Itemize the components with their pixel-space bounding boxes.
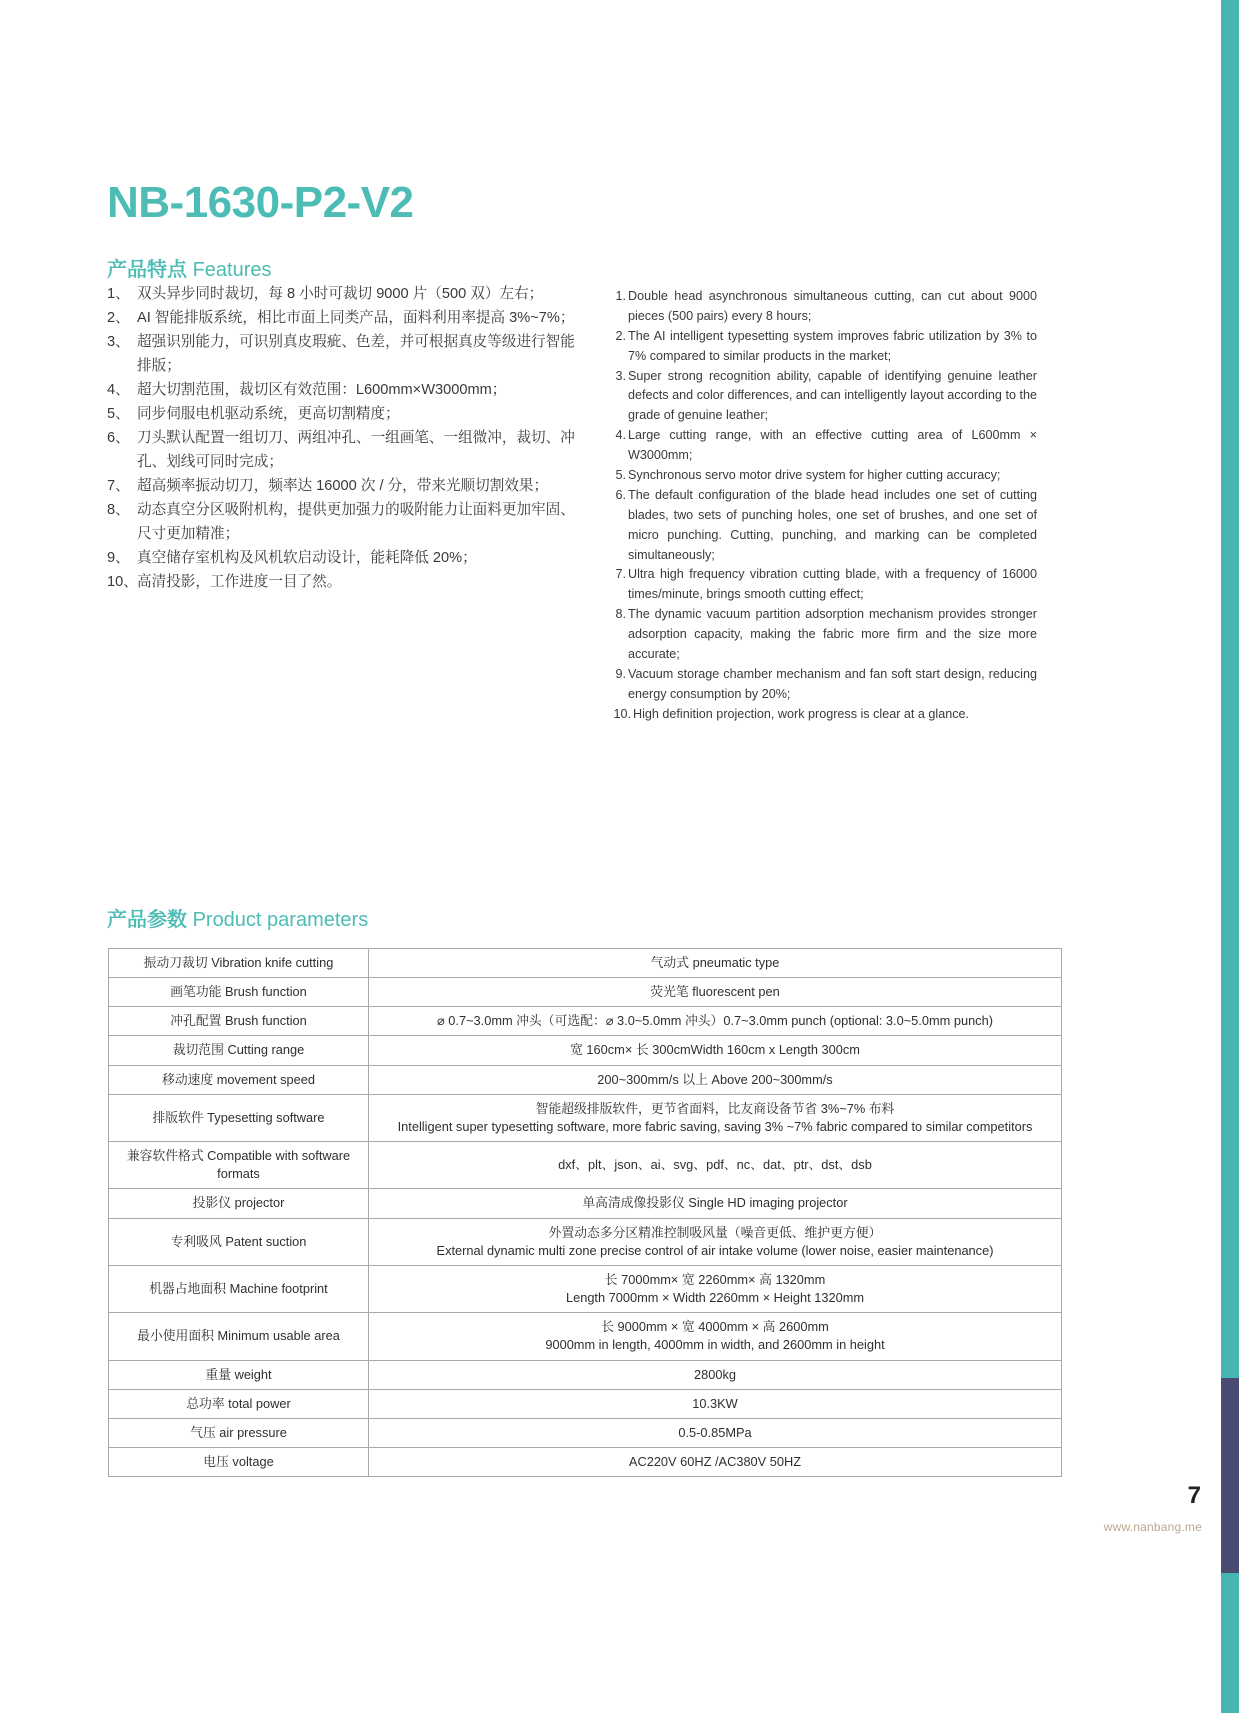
parameters-heading-en: Product parameters — [192, 909, 369, 931]
parameter-label-cell: 排版软件 Typesetting software — [109, 1094, 369, 1141]
feature-item-en-text: Vacuum storage chamber mechanism and fan soft start design, reducing energy consumption by 20%; — [628, 666, 1037, 701]
feature-item-cn-text: 刀头默认配置一组切刀、两组冲孔、一组画笔、一组微冲，裁切、冲孔、划线可同时完成； — [137, 430, 575, 470]
parameter-value-line: 9000mm in length, 4000mm in width, and 2600mm in height — [545, 1337, 885, 1353]
feature-item-en-text: The dynamic vacuum partition adsorption mechanism provides stronger adsorption capacity, making the fabric more firm and the size more accurate; — [628, 607, 1037, 662]
parameter-value-line: 单高清成像投影仪 Single HD imaging projector — [582, 1195, 848, 1211]
parameter-label-cell: 专利吸风 Patent suction — [109, 1218, 369, 1265]
feature-item-en-text: Super strong recognition ability, capable of identifying genuine leather defects and color differences, and can intelligently layout according to the grade of genuine leather; — [628, 368, 1037, 423]
feature-item-cn-marker: 8、 — [107, 502, 130, 519]
feature-item-cn — [107, 475, 577, 499]
table-row — [109, 1094, 1062, 1141]
features-section-heading — [107, 258, 272, 282]
feature-item-en-text: Ultra high frequency vibration cutting blade, with a frequency of 16000 times/minute, brings smooth cutting effect; — [628, 567, 1037, 602]
table-row — [109, 1189, 1062, 1218]
parameter-value-cell — [369, 1447, 1062, 1476]
feature-item-en-text: The AI intelligent typesetting system improves fabric utilization by 3% to 7% compared to similar products in the market; — [628, 328, 1037, 363]
table-row — [109, 1313, 1062, 1360]
decorative-edge-bar-teal-bottom — [1221, 1573, 1239, 1713]
feature-item-cn-text: 高清投影，工作进度一目了然。 — [137, 574, 342, 591]
feature-item-cn — [107, 571, 577, 595]
parameter-label-cell: 移动速度 movement speed — [109, 1065, 369, 1094]
parameter-label-cell: 兼容软件格式 Compatible with software formats — [109, 1142, 369, 1189]
feature-item-en-text: High definition projection, work progress is clear at a glance. — [633, 706, 970, 721]
feature-item-en — [607, 605, 1037, 665]
parameter-label-cell: 振动刀裁切 Vibration knife cutting — [109, 949, 369, 978]
table-row — [109, 949, 1062, 978]
table-row — [109, 1036, 1062, 1065]
feature-item-en — [607, 426, 1037, 466]
feature-item-en — [607, 367, 1037, 427]
parameter-value-line: 0.5-0.85MPa — [678, 1424, 752, 1440]
features-chinese-column — [107, 283, 577, 725]
parameter-label-cell: 电压 voltage — [109, 1447, 369, 1476]
feature-item-cn — [107, 379, 577, 403]
feature-item-en — [607, 705, 1037, 725]
parameter-value-line: ⌀ 0.7~3.0mm 冲头（可选配：⌀ 3.0~5.0mm 冲头）0.7~3.0mm punch (optional: 3.0~5.0mm punch) — [437, 1013, 993, 1029]
parameter-value-cell — [369, 1418, 1062, 1447]
decorative-edge-bar-teal — [1221, 0, 1239, 1378]
parameter-label-cell: 画笔功能 Brush function — [109, 978, 369, 1007]
parameter-value-line: 10.3KW — [692, 1395, 738, 1411]
parameter-value-line: 气动式 pneumatic type — [650, 955, 780, 970]
features-heading-en: Features — [192, 259, 272, 281]
feature-item-en-text: Large cutting range, with an effective cutting area of L600mm × W3000mm; — [628, 428, 1037, 463]
feature-item-en — [607, 327, 1037, 367]
parameter-value-line: 长 7000mm× 宽 2260mm× 高 1320mm — [604, 1271, 826, 1287]
feature-item-cn-marker: 4、 — [107, 382, 130, 399]
table-row — [109, 1218, 1062, 1265]
feature-item-en — [607, 665, 1037, 705]
table-row — [109, 1389, 1062, 1418]
features-english-list — [607, 287, 1037, 725]
table-row — [109, 1265, 1062, 1312]
feature-item-cn-marker: 1、 — [107, 286, 130, 302]
feature-item-cn — [107, 403, 577, 427]
page-number: 7 — [1187, 1482, 1201, 1509]
parameters-section-heading — [107, 908, 368, 932]
parameter-value-cell — [369, 1389, 1062, 1418]
feature-item-cn — [107, 307, 577, 331]
feature-item-cn-marker: 9、 — [107, 550, 130, 567]
parameter-value-line: dxf、plt、json、ai、svg、pdf、nc、dat、ptr、dst、dsb — [558, 1157, 872, 1173]
parameter-label-cell: 裁切范围 Cutting range — [109, 1036, 369, 1065]
parameter-value-line: Length 7000mm × Width 2260mm × Height 1320mm — [565, 1290, 865, 1306]
feature-item-en — [607, 486, 1037, 566]
parameter-value-line: 外置动态多分区精准控制吸风量（噪音更低、维护更方便） — [548, 1224, 882, 1240]
feature-item-en-marker: 1. — [615, 289, 626, 303]
product-parameters-table — [108, 948, 1062, 1477]
parameter-label-cell: 气压 air pressure — [109, 1418, 369, 1447]
table-row — [109, 1142, 1062, 1189]
feature-item-cn — [107, 499, 577, 546]
parameter-label-cell: 重量 weight — [109, 1360, 369, 1389]
parameters-heading-cn: 产品参数 — [107, 909, 187, 931]
feature-item-cn-text: 超强识别能力，可识别真皮瑕疵、色差，并可根据真皮等级进行智能排版； — [137, 334, 575, 374]
parameter-value-line: 长 9000mm × 宽 4000mm × 高 2600mm — [601, 1319, 829, 1335]
feature-item-cn-marker: 3、 — [107, 334, 130, 351]
feature-item-cn — [107, 547, 577, 571]
parameter-value-line: 2800kg — [694, 1366, 736, 1382]
feature-item-cn — [107, 427, 577, 474]
features-heading-cn: 产品特点 — [107, 259, 187, 281]
parameter-value-line: Intelligent super typesetting software, more fabric saving, saving 3% ~7% fabric compared to similar competitors — [397, 1118, 1033, 1134]
table-row — [109, 978, 1062, 1007]
parameter-value-cell — [369, 1007, 1062, 1036]
feature-item-en — [607, 287, 1037, 327]
feature-item-cn-text: 超高频率振动切刀，频率达 16000 次 / 分，带来光顺切割效果； — [137, 478, 549, 495]
feature-item-en-marker: 2. — [615, 328, 626, 343]
parameter-value-cell — [369, 1265, 1062, 1312]
features-content — [107, 283, 1037, 725]
feature-item-en — [607, 466, 1037, 486]
table-row — [109, 1418, 1062, 1447]
parameter-value-cell — [369, 1360, 1062, 1389]
page-title: NB-1630-P2-V2 — [107, 178, 414, 228]
feature-item-cn-text: 动态真空分区吸附机构，提供更加强力的吸附能力让面料更加牢固、尺寸更加精准； — [137, 502, 575, 542]
features-english-column — [607, 283, 1037, 725]
parameter-label-cell: 最小使用面积 Minimum usable area — [109, 1313, 369, 1360]
parameter-label-cell: 投影仪 projector — [109, 1189, 369, 1218]
feature-item-cn-marker: 7、 — [107, 478, 130, 495]
parameter-label-cell: 机器占地面积 Machine footprint — [109, 1265, 369, 1312]
feature-item-cn-text: 同步伺服电机驱动系统，更高切割精度； — [137, 406, 400, 423]
feature-item-cn-marker: 6、 — [107, 430, 130, 447]
feature-item-en-marker: 6. — [615, 487, 626, 502]
parameter-value-cell — [369, 1094, 1062, 1141]
feature-item-cn — [107, 283, 577, 307]
feature-item-cn — [107, 331, 577, 378]
parameter-value-line: 宽 160cm× 长 300cmWidth 160cm x Length 300cm — [570, 1042, 860, 1058]
feature-item-cn-text: 超大切割范围，裁切区有效范围：L600mm×W3000mm； — [137, 382, 507, 399]
feature-item-cn-text: AI 智能排版系统，相比市面上同类产品，面料利用率提高 3%~7%； — [137, 310, 575, 327]
parameter-value-cell — [369, 978, 1062, 1007]
parameter-value-cell — [369, 1189, 1062, 1218]
decorative-edge-bar-purple — [1221, 1378, 1239, 1573]
feature-item-en-text: Synchronous servo motor drive system for higher cutting accuracy; — [628, 468, 1001, 483]
feature-item-en-marker: 10. — [613, 706, 631, 721]
parameter-value-line: External dynamic multi zone precise control of air intake volume (lower noise, easier maintenance) — [436, 1242, 994, 1258]
feature-item-en-marker: 4. — [615, 428, 626, 443]
parameter-value-cell — [369, 1142, 1062, 1189]
parameter-value-line: 荧光笔 fluorescent pen — [650, 984, 780, 1000]
parameter-value-cell — [369, 1065, 1062, 1094]
site-url: www.nanbang.me — [1103, 1520, 1202, 1534]
feature-item-en-marker: 8. — [615, 607, 626, 622]
parameter-label-cell: 冲孔配置 Brush function — [109, 1007, 369, 1036]
feature-item-cn-marker: 5、 — [107, 406, 130, 423]
feature-item-en-text: Double head asynchronous simultaneous cutting, can cut about 9000 pieces (500 pairs) every 8 hours; — [628, 289, 1037, 323]
feature-item-cn-marker: 2、 — [107, 310, 130, 327]
parameters-table-body — [109, 949, 1062, 1477]
table-row — [109, 1360, 1062, 1389]
feature-item-en-marker: 3. — [615, 368, 626, 383]
table-row — [109, 1447, 1062, 1476]
feature-item-en-text: The default configuration of the blade head includes one set of cutting blades, two sets of punching holes, one set of brushes, and one set of micro punching. Cutting, punching, and marking can be completed simultaneously; — [628, 487, 1037, 562]
features-chinese-list — [107, 283, 577, 595]
parameter-value-cell — [369, 1036, 1062, 1065]
parameter-label-cell: 总功率 total power — [109, 1389, 369, 1418]
feature-item-en-marker: 5. — [615, 468, 626, 483]
table-row — [109, 1007, 1062, 1036]
parameter-value-cell — [369, 1218, 1062, 1265]
feature-item-cn-text: 双头异步同时裁切，每 8 小时可裁切 9000 片（500 双）左右； — [137, 286, 544, 302]
feature-item-en — [607, 565, 1037, 605]
parameter-value-line: 200~300mm/s 以上 Above 200~300mm/s — [597, 1071, 833, 1087]
parameter-value-line: AC220V 60HZ /AC380V 50HZ — [628, 1453, 802, 1469]
feature-item-en-marker: 9. — [615, 666, 626, 681]
parameter-value-cell — [369, 1313, 1062, 1360]
feature-item-cn-text: 真空储存室机构及风机软启动设计，能耗降低 20%； — [137, 550, 477, 567]
parameter-value-cell — [369, 949, 1062, 978]
feature-item-cn-marker: 10、 — [107, 574, 138, 591]
feature-item-en-marker: 7. — [615, 567, 626, 582]
table-row — [109, 1065, 1062, 1094]
parameter-value-line: 智能超级排版软件，更节省面料，比友商设备节省 3%~7% 布料 — [535, 1100, 895, 1116]
